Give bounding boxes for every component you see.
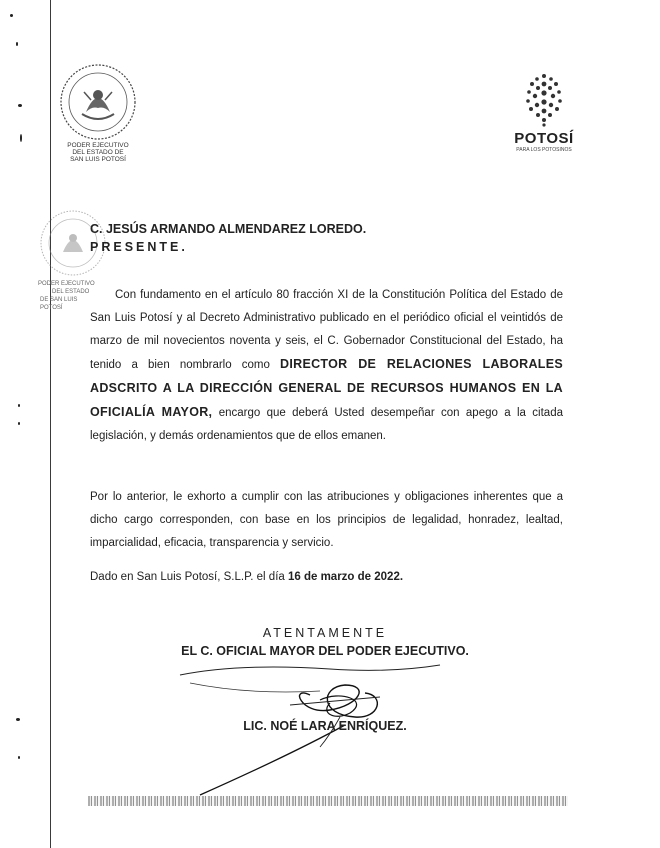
signoff-position: EL C. OFICIAL MAYOR DEL PODER EJECUTIVO. <box>181 644 469 658</box>
duties-paragraph <box>90 486 563 555</box>
date-paragraph <box>90 566 563 589</box>
scan-speck <box>18 404 20 407</box>
stamp-caption-line: PODER EJECUTIVO <box>38 281 95 287</box>
paragraph-text: Con fundamento en el artículo 80 fracción XI de la Constitución Política del Estado de San Luis Potosí y al Decreto Administrativo publicado en el periódico oficial el veintidós de marzo de mil novecientos noventa y seis, el C. Gobernador Constitucional del Estado, ha tenido a bien nombrarlo como <box>90 289 563 371</box>
stamp-caption-line: DE SAN LUIS POTOSÍ <box>40 297 78 311</box>
scan-speck <box>16 42 18 46</box>
issue-date: 16 de marzo de 2022. <box>287 571 404 583</box>
appointment-title: DIRECTOR DE RELACIONES LABORALES ADSCRITO A LA DIRECCIÓN GENERAL DE RECURSOS HUMANOS EN LA OFICIALÍA MAYOR, <box>90 357 563 419</box>
addressee-name: C. JESÚS ARMANDO ALMENDAREZ LOREDO. <box>90 222 367 236</box>
signer-name: LIC. NOÉ LARA ENRÍQUEZ. <box>243 719 407 733</box>
logo-wordmark: POTOSÍ <box>514 130 574 147</box>
addressee-block <box>90 220 366 256</box>
left-margin-line <box>50 0 51 848</box>
potosi-emblem-icon <box>523 72 565 128</box>
scan-speck <box>10 14 13 17</box>
signoff-atentamente: ATENTAMENTE <box>262 626 388 640</box>
logo-subtitle: PARA LOS POTOSINOS <box>516 147 572 153</box>
appointment-paragraph <box>90 284 563 448</box>
seal-caption <box>48 142 148 163</box>
scan-speck <box>20 134 22 142</box>
paragraph-text: Por lo anterior, le exhorto a cumplir con las atribuciones y obligaciones inherentes que a dicho cargo corresponden, con base en los principios de legalidad, honradez, lealtad, imparcialidad, eficacia, transparencia y servicio. <box>90 491 563 549</box>
seal-caption-line: PODER EJECUTIVO <box>67 142 129 149</box>
potosi-logo <box>510 72 578 153</box>
addressee-presente: PRESENTE. <box>90 240 188 254</box>
scan-noise-band <box>88 796 568 806</box>
scan-speck <box>18 104 22 107</box>
seal-caption-line: DEL ESTADO DE <box>72 149 124 156</box>
seal-caption-line: SAN LUIS POTOSÍ <box>70 156 126 163</box>
scan-speck <box>18 422 20 425</box>
state-seal-icon <box>58 62 138 142</box>
paragraph-text: encargo que deberá Usted desempeñar con apego a la citada legislación, y demás ordenamientos que de ellos emanen. <box>90 407 563 442</box>
stamp-caption-line: DEL ESTADO <box>52 289 90 295</box>
paragraph-text: Dado en San Luis Potosí, S.L.P. el día <box>90 571 285 583</box>
scan-speck <box>16 718 20 721</box>
scan-speck <box>18 756 20 759</box>
